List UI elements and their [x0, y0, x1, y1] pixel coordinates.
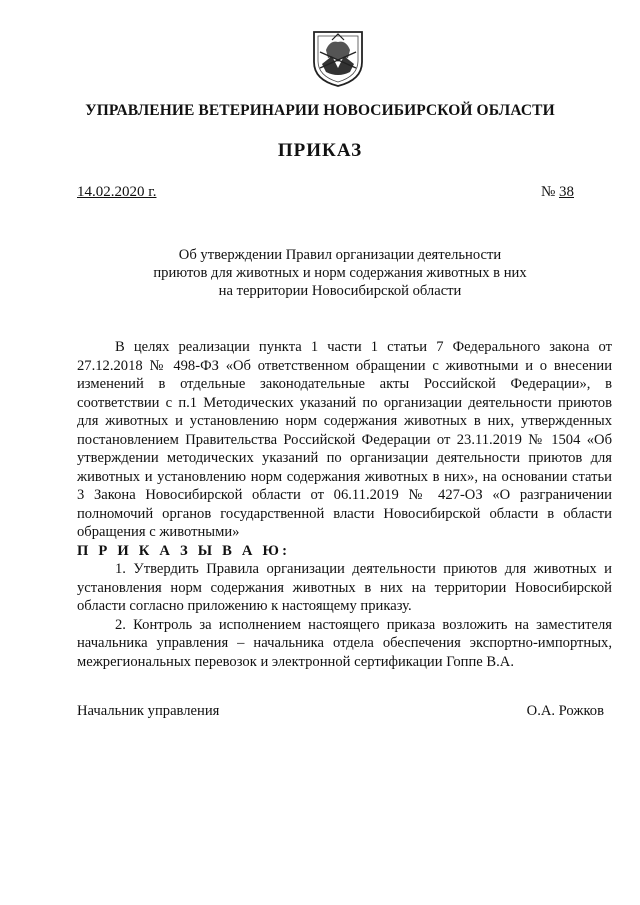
- signatory-position: Начальник управления: [77, 703, 220, 719]
- subject-line: приютов для животных и норм содержания животных в них: [153, 265, 527, 281]
- organization-name: УПРАВЛЕНИЕ ВЕТЕРИНАРИИ НОВОСИБИРСКОЙ ОБЛАСТИ: [85, 102, 555, 119]
- order-item-2: 2. Контроль за исполнением настоящего приказа возложить на заместителя начальника управления – начальника отдела обеспечения экспортно-импортных, межрегиональных перевозок и электронной сертификации Гоппе В.А.: [77, 616, 612, 670]
- novosibirsk-coat-of-arms-icon: [312, 28, 364, 88]
- preamble-paragraph: В целях реализации пункта 1 части 1 статьи 7 Федерального закона от 27.12.2018 № 498-ФЗ «Об ответственном обращении с животными и о внесении изменений в отдельные законодательные акты Российской Федерации», в соответствии с п.1 Методических указаний по организации деятельности приютов для животных и установлению норм содержания животных в них, утвержденных постановлением Правительства Российской Федерации от 23.11.2019 № 1504 «Об утверждении методических указаний по организации деятельности приютов для животных и установлению норм содержания животных в них», на основании статьи 3 Закона Новосибирской области от 06.11.2019 № 427-ОЗ «О разграничении полномочий органов государственной власти Новосибирской области в области обращения с животными»: [77, 339, 612, 540]
- number-prefix: №: [540, 184, 556, 200]
- signatory-name: О.А. Рожков: [526, 703, 604, 719]
- decree-heading: [77, 542, 612, 561]
- subject-line: на территории Новосибирской области: [218, 283, 462, 299]
- decree-colon: :: [282, 542, 291, 559]
- order-number: [541, 184, 574, 201]
- order-subject: [120, 246, 560, 300]
- order-date: 14.02.2020 г.: [77, 184, 157, 200]
- subject-line: Об утверждении Правил организации деятельности: [178, 247, 502, 263]
- order-item-1: 1. Утвердить Правила организации деятельности приютов для животных и установления норм содержания животных в них на территории Новосибирской области согласно приложению к настоящему приказу.: [77, 561, 612, 614]
- number-value: 38: [559, 184, 574, 200]
- order-body: [77, 338, 612, 671]
- decree-word: П Р И К А З Ы В А Ю: [77, 542, 283, 559]
- document-type: ПРИКАЗ: [277, 140, 363, 161]
